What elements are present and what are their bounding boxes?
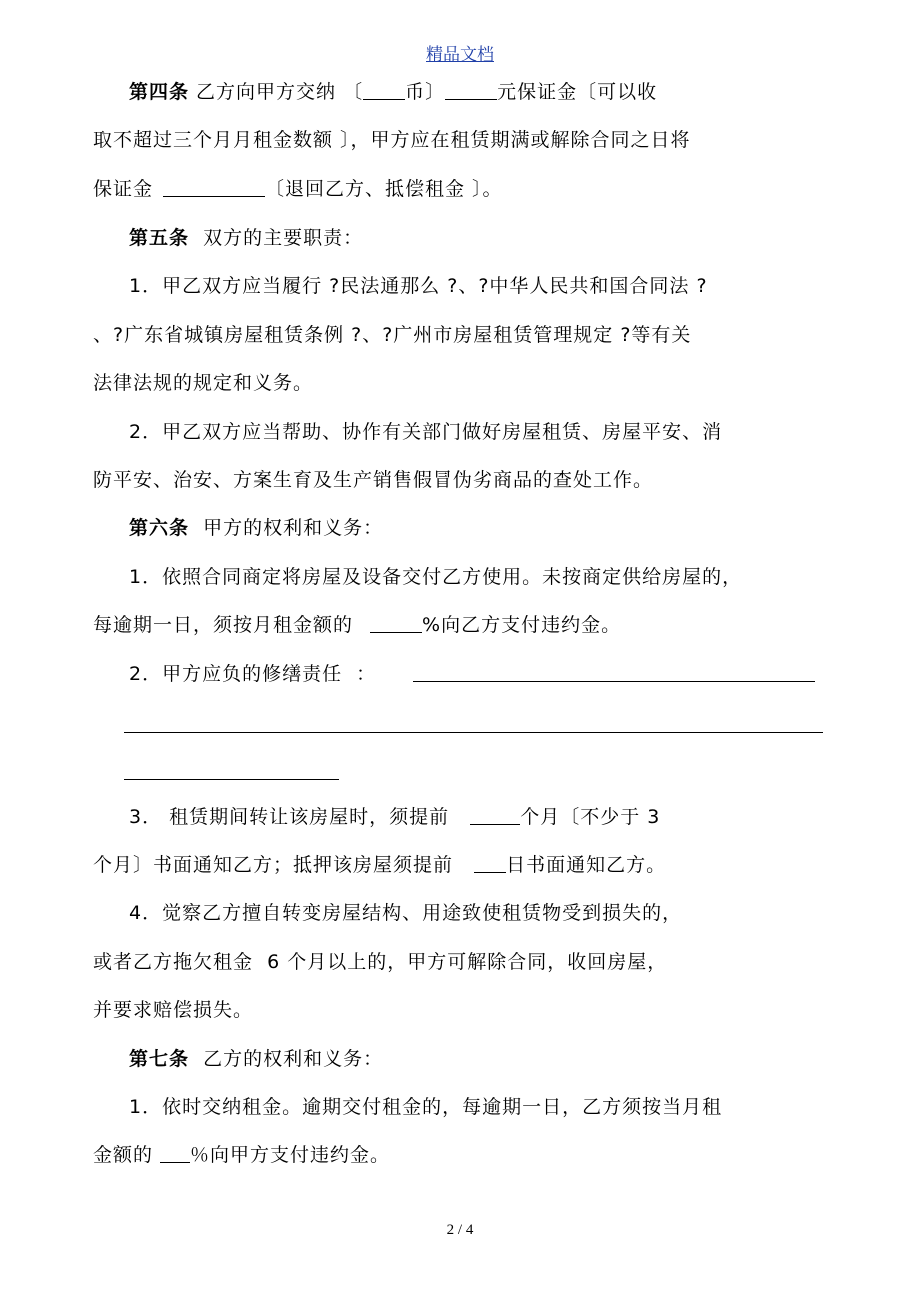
article4-line1: 第四条 乙方向甲方交纳 〔 币〕 元保证金〔可以收 xyxy=(129,81,658,103)
article5-heading: 第五条 xyxy=(129,227,190,249)
article6-title: 第六条 甲方的权利和义务： xyxy=(129,517,384,539)
article4-line3: 保证金 〔退回乙方、抵偿租金 〕。 xyxy=(93,178,503,200)
repair-responsibility-blank-1 xyxy=(413,681,815,682)
article6-item1-line1: 1．依照合同商定将房屋及设备交付乙方使用。未按商定供给房屋的， xyxy=(129,566,743,588)
repair-responsibility-blank-2 xyxy=(124,732,823,733)
article7-heading: 第七条 xyxy=(129,1048,190,1070)
article5-item1-line2: 、?广东省城镇房屋租赁条例 ?、?广州市房屋租赁管理规定 ?等有关 xyxy=(93,324,692,346)
article6-item4-line2: 或者乙方拖欠租金 6 个月以上的，甲方可解除合同，收回房屋， xyxy=(93,951,668,973)
currency-blank xyxy=(363,79,405,100)
penalty-percent-blank xyxy=(370,612,422,633)
article5-item2-line2: 防平安、治安、方案生育及生产销售假冒伪劣商品的查处工作。 xyxy=(93,469,654,491)
transfer-notice-months-blank xyxy=(470,804,520,825)
article5-item2-line1: 2．甲乙双方应当帮助、协作有关部门做好房屋租赁、房屋平安、消 xyxy=(129,421,723,443)
article4-heading: 第四条 xyxy=(129,81,190,103)
article5-item1-line3: 法律法规的规定和义务。 xyxy=(93,372,314,394)
article7-item1-line2: 金额的 ％向甲方支付违约金。 xyxy=(93,1144,391,1166)
article6-item4-line1: 4．觉察乙方擅自转变房屋结构、用途致使租赁物受到损失的， xyxy=(129,902,683,924)
article7-title: 第七条 乙方的权利和义务： xyxy=(129,1048,384,1070)
mortgage-notice-days-blank xyxy=(474,852,506,873)
article5-title: 第五条 双方的主要职责： xyxy=(129,227,364,249)
late-rent-percent-blank xyxy=(160,1142,190,1163)
article6-item3-line1: 3． 租赁期间转让该房屋时，须提前 个月〔不少于 3 xyxy=(129,806,661,828)
article6-item2-line1: 2．甲方应负的修缮责任 ： xyxy=(129,663,377,685)
article6-item1-line2: 每逾期一日，须按月租金额的 %向乙方支付违约金。 xyxy=(93,614,622,636)
article5-item1-line1: 1．甲乙双方应当履行 ?民法通那么 ?、?中华人民共和国合同法 ? xyxy=(129,275,708,297)
article6-item4-line3: 并要求赔偿损失。 xyxy=(93,999,254,1021)
article6-item3-line2: 个月〕书面通知乙方；抵押该房屋须提前 日书面通知乙方。 xyxy=(93,854,667,876)
repair-responsibility-blank-3 xyxy=(124,779,339,780)
deposit-amount-blank xyxy=(445,79,497,100)
article7-item1-line1: 1．依时交纳租金。逾期交付租金的，每逾期一日，乙方须按当月租 xyxy=(129,1096,723,1118)
article6-heading: 第六条 xyxy=(129,517,190,539)
article4-line2: 取不超过三个月月租金数额 〕，甲方应在租赁期满或解除合同之日将 xyxy=(93,129,691,151)
deposit-handling-blank xyxy=(163,176,265,197)
page-header: 精品文档 xyxy=(426,45,494,65)
page-number: 2 / 4 xyxy=(446,1222,474,1238)
